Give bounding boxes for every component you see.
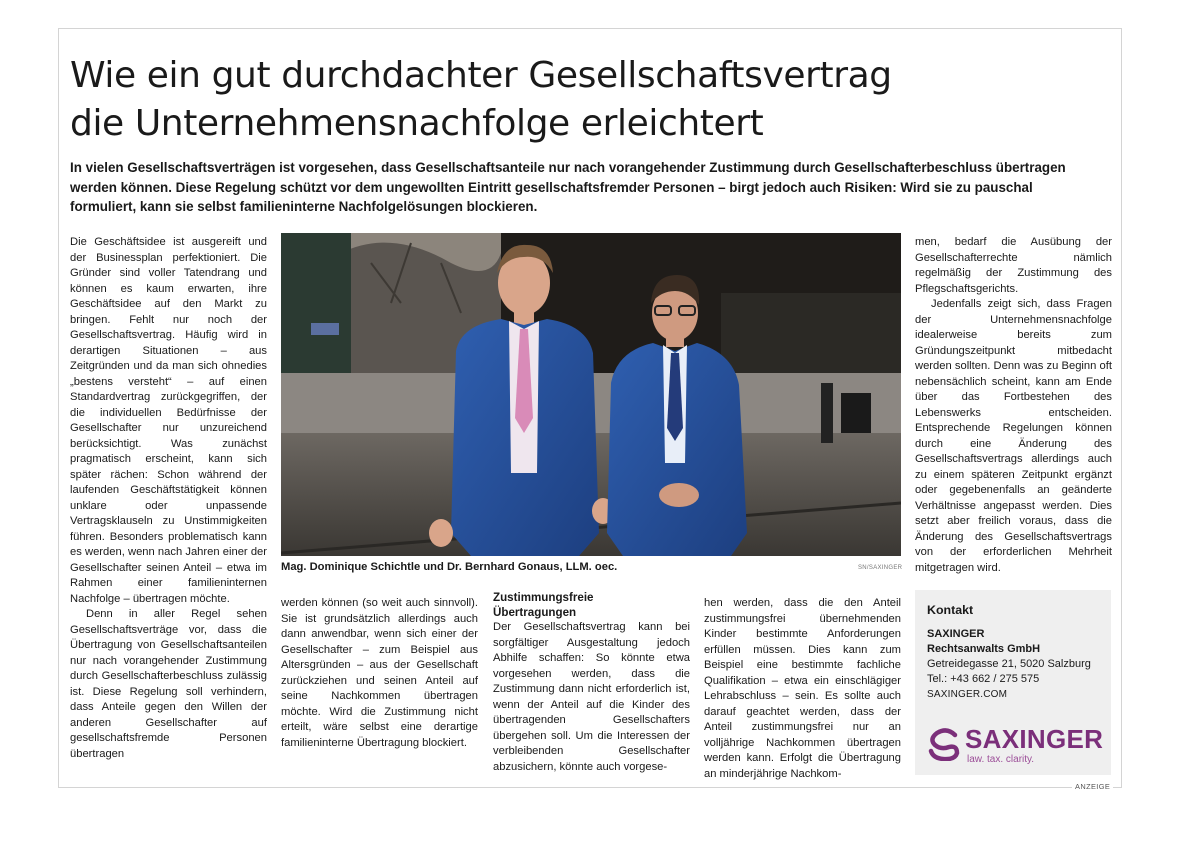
text-column-3 [493,591,690,775]
photo-credit: SN/SAXINGER [858,565,903,571]
subheading-line-2: Übertragungen [493,605,577,619]
logo-wordmark: SAXINGER [965,724,1104,754]
body-paragraph: Die Geschäftsidee ist ausgereift und der Businessplan perfektioniert. Die Gründer sind voller Tatendrang und können es kaum erwarten, ihre Geschäftsidee auf den Markt zu bringen. Fehlt nur noch der Gesellschaftsvertrag. Häufig wird in derartigen Situationen – aus Zeitgründen und da man sich ohnedies „bestens versteht“ – auf einen Standardvertrag zurückgegriffen, der die individuellen Bedürfnisse der Gesellschafter nur unzureichend berücksichtigt. Was zunächst pragmatisch erscheint, kann sich später rächen: Schon während der laufenden Geschäftstätigkeit können unklare oder unpassende Vertragsklauseln zu Unstimmigkeiten führen. Besonders problematisch kann es werden, wenn nach Jahren einer der Gesellschafter seinen Anteil – etwa im Rahmen einer familieninternen Nachfolge – übertragen möchte. [70,236,267,605]
lead-paragraph: In vielen Gesellschaftsverträgen ist vorgesehen, dass Gesellschaftsanteile nur nach vorangehender Zustimmung durch Gesellschafterbeschluss übertragen werden können. Diese Regelung schützt vor dem ungewollten Eintritt gesellschaftsfremder Personen – birgt jedoch auch Risiken: Wird sie zu pauschal formuliert, kann sie selbst familieninterne Nachfolgelösungen blockieren. [70,160,1066,214]
contact-box [915,590,1111,775]
contact-firm-name: SAXINGER [927,628,985,640]
headline-line-1: Wie ein gut durchdachter Gesellschaftsvertrag [70,55,892,96]
body-paragraph: hen werden, dass die den Anteil zustimmungsfrei übernehmenden Kinder bestimmte Anforderungen erfüllen müssen. Dies kann zum Beispiel eine bestimmte fachliche Qualifikation – etwa ein einschlägiger Lehrabschluss – sein. Es sollte auch darauf geachtet werden, dass der Anteil zustimmungsfrei nur an volljährige Nachkommen übertragen werden kann. Erfolgt die Übertragung an minderjährige Nachkom- [704,597,901,780]
ad-label: ANZEIGE [1072,782,1113,791]
contact-website[interactable]: SAXINGER.COM [927,689,1008,700]
subheading-line-1: Zustimmungsfreie [493,591,594,604]
text-column-5 [915,235,1112,576]
body-paragraph: men, bedarf die Ausübung der Gesellschafterrechte nämlich regelmäßig der Zustimmung des Pflegschaftsgerichts. [915,236,1112,295]
logo-tagline: law. tax. clarity. [967,754,1035,765]
text-column-2 [281,596,478,751]
contact-phone[interactable]: Tel.: +43 662 / 275 575 [927,673,1040,685]
text-column-1 [70,235,267,762]
subheading [493,591,690,620]
body-paragraph: Denn in aller Regel sehen Gesellschaftsverträge vor, dass die Übertragung von Gesellschaftsanteilen nur nach vorangehender Zustimmung durch Gesellschafterbeschluss zulässig ist. Diese Regelung soll verhindern, dass Anteile gegen den Willen der anderen Gesellschafter auf gesellschaftsfremde Personen übertragen [70,608,267,760]
body-paragraph: werden können (so weit auch sinnvoll). Sie ist grundsätzlich allerdings auch dann anwendbar, wenn sich einer der Gesellschafter – zum Beispiel aus Altersgründen – aus der Gesellschaft zurückziehen und seinen Anteil auf seine Nachkommen übertragen möchte. Wird die Zustimmung nicht erteilt, wäre selbst eine derartige familieninterne Übertragung blockiert. [281,597,478,749]
contact-firm-type: Rechtsanwalts GmbH [927,643,1041,655]
contact-address: Getreidegasse 21, 5020 Salzburg [927,658,1091,670]
body-paragraph: Jedenfalls zeigt sich, dass Fragen der Unternehmensnachfolge idealerweise bereits zum Gründungszeitpunkt mitbedacht werden sollten. Denn was zu Beginn oft nebensächlich scheint, kann am Ende über das Fortbestehen des Lebenswerks entscheiden. Entsprechende Regelungen können durch eine Änderung des Gesellschaftsvertrags allerdings auch zu einem späteren Zeitpunkt ergänzt oder gegebenenfalls an geänderte Verhältnisse angepasst werden. Dies setzt aber freilich voraus, dass die Änderung des Gesellschaftsvertrags von der erforderlichen Mehrheit mitgetragen wird. [915,298,1112,574]
body-paragraph: Der Gesellschaftsvertrag kann bei sorgfältiger Ausgestaltung jedoch Abhilfe schaffen: So könnte etwa vorgesehen werden, dass die Zustimmung dann nicht erforderlich ist, wenn der Anteil auf die Kinder des übertragenden Gesellschafters übergehen soll. Um die Interessen der verbleibenden Gesellschafter abzusichern, könnte auch vorgese- [493,621,690,773]
photo-caption: Mag. Dominique Schichtle und Dr. Bernhard Gonaus, LLM. oec. [281,561,618,573]
text-column-4 [704,596,901,782]
headline [70,52,1070,148]
article-photo [281,233,901,556]
saxinger-logo-icon [927,727,963,761]
contact-title: Kontakt [927,603,974,617]
headline-line-2: die Unternehmensnachfolge erleichtert [70,103,764,144]
